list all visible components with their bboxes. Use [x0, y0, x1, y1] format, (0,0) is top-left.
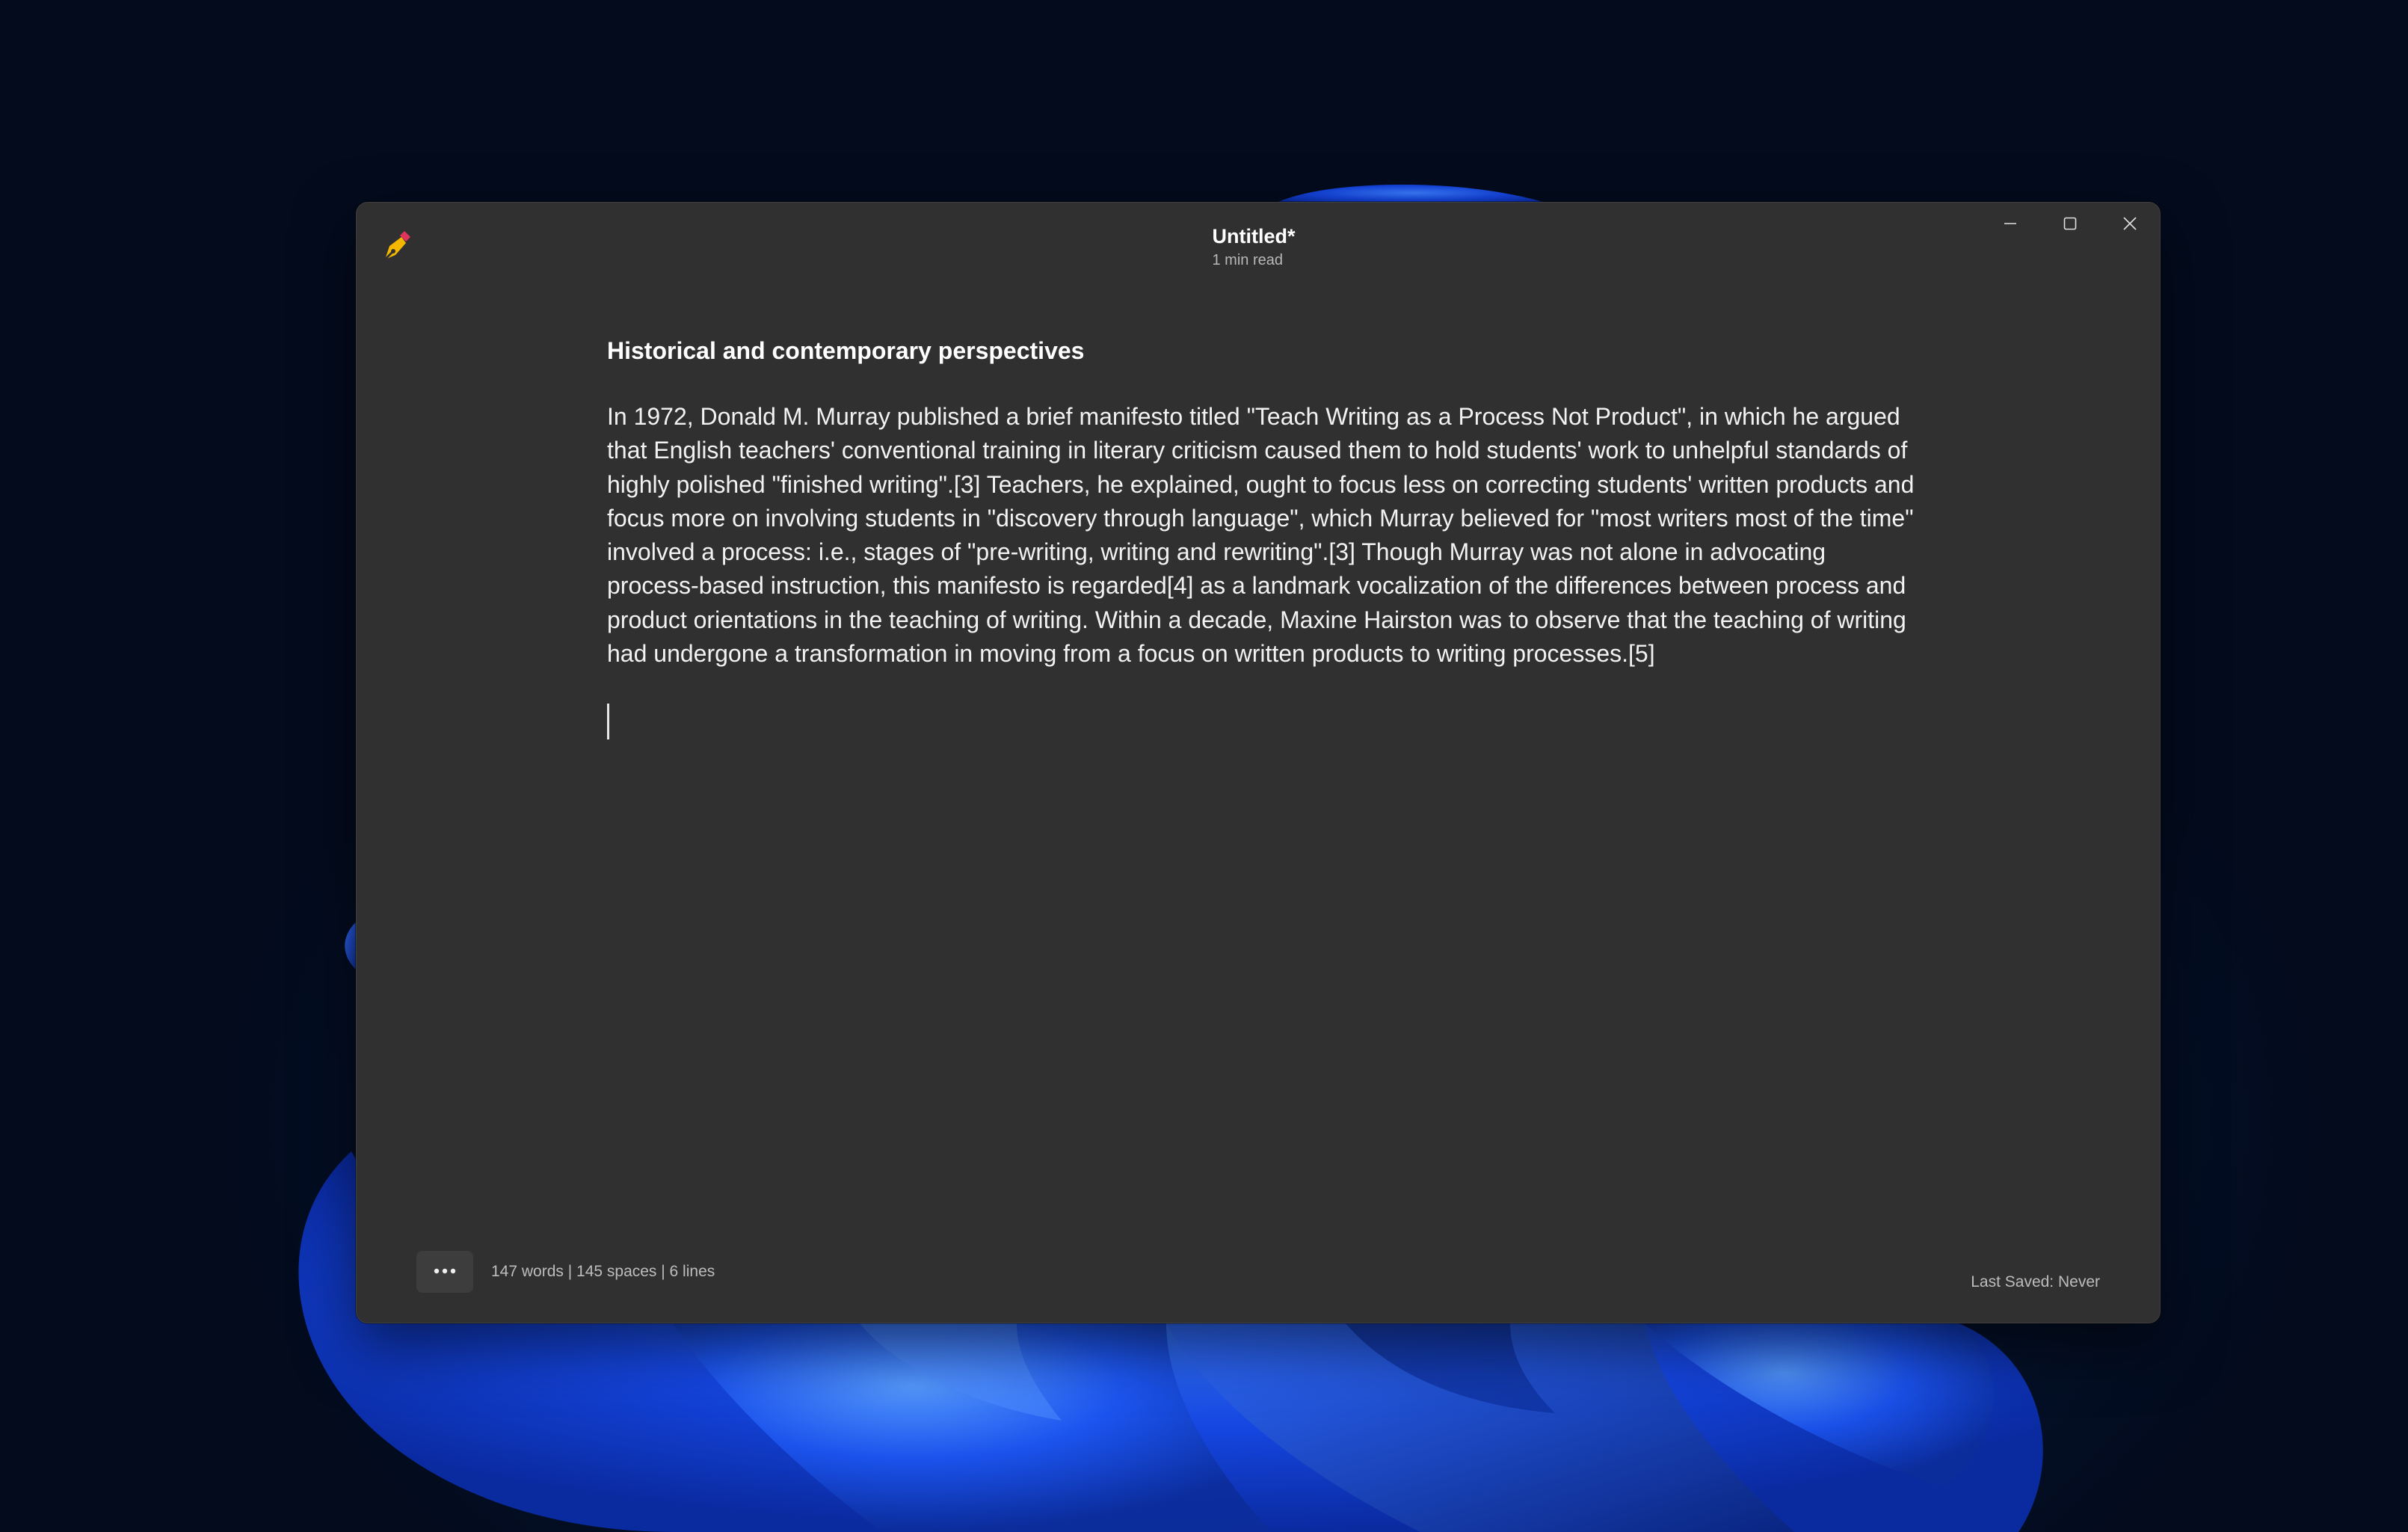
text-editor[interactable]: [607, 334, 1923, 739]
window-controls: [1980, 203, 2160, 247]
document-title: Untitled*: [1212, 225, 1296, 247]
more-options-button[interactable]: [416, 1251, 473, 1293]
app-window: [356, 202, 2161, 1323]
maximize-icon: [2063, 216, 2078, 235]
last-saved-status: Last Saved: Never: [1971, 1273, 2100, 1290]
pen-nib-icon: [379, 228, 413, 262]
title-area: [1104, 224, 1403, 270]
document-heading[interactable]: Historical and contemporary perspectives: [607, 337, 1085, 364]
document-paragraph[interactable]: In 1972, Donald M. Murray published a brief manifesto titled "Teach Writing as a Process Not Product", in which he argued that English teachers' conventional training in literary criticism caused them to hold students' work to unhelpful standards of highly polished "finished writing".[3] Teachers, he explained, ought to focus less on correcting students' written products and focus more on involving students in "discovery through language", which Murray believed for "most writers most of the time" involved a process: i.e., stages of "pre-writing, writing and rewriting".[3] Though Murray was not alone in advocating process-based instruction, this manifesto is regarded[4] as a landmark vocalization of the differences between process and product orientations in the teaching of writing. Within a decade, Maxine Hairston was to observe that the teaching of writing had undergone a transformation in moving from a focus on written products to writing processes.[5]: [607, 403, 1915, 668]
minimize-icon: [2003, 216, 2018, 235]
read-time: 1 min read: [1212, 252, 1283, 268]
document-stats: 147 words | 145 spaces | 6 lines: [491, 1263, 715, 1280]
maximize-button[interactable]: [2040, 203, 2100, 247]
more-dots-icon: [433, 1265, 457, 1279]
text-cursor: [607, 704, 609, 739]
minimize-button[interactable]: [1980, 203, 2040, 247]
close-button[interactable]: [2100, 203, 2160, 247]
close-icon: [2122, 216, 2137, 235]
